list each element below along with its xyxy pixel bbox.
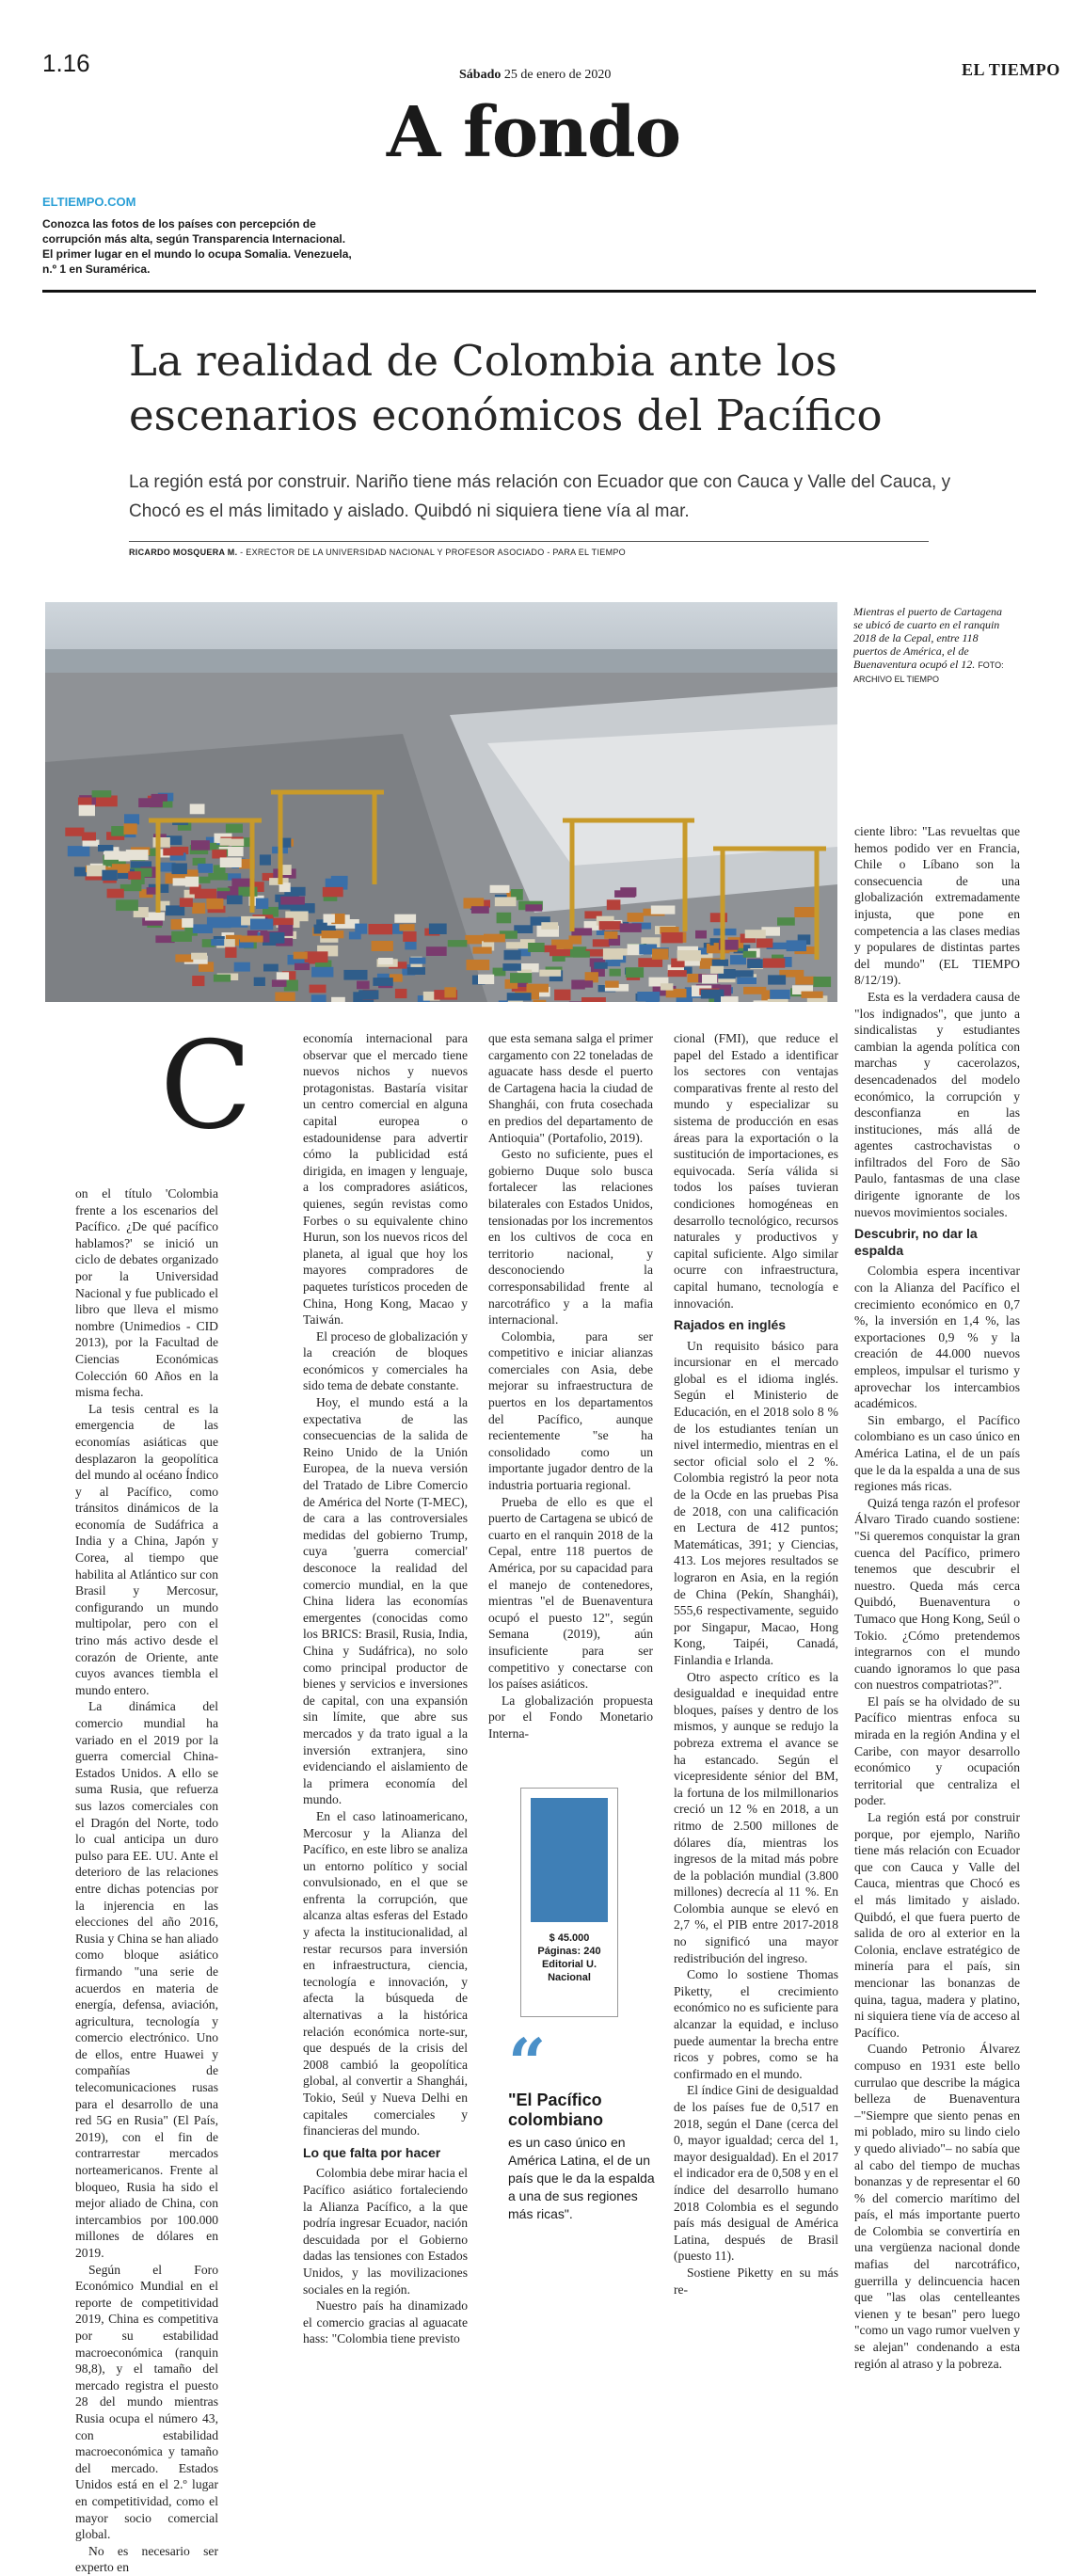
container-shape: [508, 1001, 523, 1002]
container-shape: [185, 877, 199, 887]
container-shape: [510, 973, 532, 983]
container-shape: [104, 851, 120, 860]
container-shape: [254, 978, 265, 986]
book-price: $ 45.000: [549, 1932, 590, 1944]
container-shape: [399, 924, 414, 930]
photo-caption: [853, 605, 1013, 686]
byline-rule: [129, 541, 929, 542]
paragraph: Nuestro país ha dinamizado el comercio gracias al aguacate hass: "Colombia tiene previsto: [303, 2298, 468, 2346]
container-shape: [626, 967, 644, 978]
container-shape: [756, 939, 772, 948]
date-day: Sábado: [459, 68, 502, 82]
column-1: [75, 1185, 218, 2576]
container-shape: [484, 934, 505, 943]
container-shape: [795, 977, 816, 985]
container-shape: [192, 903, 205, 914]
container-shape: [743, 951, 756, 958]
container-shape: [322, 930, 344, 938]
container-shape: [172, 864, 187, 875]
byline-role: - EXRECTOR DE LA UNIVERSIDAD NACIONAL Y PROFESOR ASOCIADO - PARA EL TIEMPO: [237, 548, 626, 557]
container-shape: [695, 930, 707, 939]
book-info: [525, 1932, 613, 1984]
paragraph: El índice Gini de desigualdad de los países fue de 0,517 en 2018, según el Dane (cerca del 0, mayor igualdad; cerca del 1, mayor desigualdad). En el 2017 el indicador era de 0,508 y en el índice del desarrollo humano 2018 Colombia es el segundo país más desigual de América Latina, después de Brasil (puesto 11).: [674, 2083, 838, 2264]
container-shape: [263, 964, 279, 972]
container-shape: [193, 924, 213, 933]
container-shape: [407, 967, 425, 975]
container-shape: [311, 994, 326, 1002]
container-shape: [495, 897, 517, 906]
book-pages: Páginas: 240: [537, 1946, 601, 1957]
container-shape: [628, 913, 644, 922]
container-shape: [645, 998, 659, 1002]
container-shape: [171, 931, 192, 942]
container-shape: [405, 942, 416, 950]
container-shape: [473, 947, 492, 954]
container-shape: [211, 939, 224, 946]
container-shape: [539, 970, 561, 977]
container-shape: [349, 931, 361, 939]
container-shape: [107, 889, 124, 898]
container-shape: [813, 977, 831, 987]
column-2: [303, 1030, 468, 2347]
container-shape: [497, 913, 512, 924]
container-shape: [372, 941, 393, 951]
container-shape: [191, 840, 210, 851]
paragraph: Gesto no suficiente, pues el gobierno Duque solo busca fortalecer las relaciones bilaterales con Estados Unidos, tensionadas por los incrementos en los cultivos de coca en territorio nacional, y desconociendo la corresponsabilidad frente al narcotráfico y a la mafia internacional.: [488, 1147, 653, 1328]
container-shape: [507, 993, 532, 1000]
container-shape: [710, 966, 724, 974]
container-shape: [620, 923, 642, 932]
container-shape: [525, 904, 542, 911]
paragraph: Según el Foro Económico Mundial en el reporte de competitividad 2019, China es competitiva por su estabilidad macroeconómica (ranquin 98,8), y el tamaño del mercado registra el puesto 28 del mundo mientras Rusia ocupa el número 43, con estabilidad macroeconómica y tamaño del mercado. Estados Unidos está en el 2.º lugar en competitividad, como el mayor socio comercial global.: [75, 2262, 218, 2542]
container-shape: [373, 978, 392, 986]
container-shape: [126, 850, 149, 860]
container-shape: [357, 981, 370, 990]
container-shape: [527, 984, 549, 993]
container-shape: [192, 976, 204, 986]
container-shape: [102, 870, 117, 881]
paragraph: Hoy, el mundo está a la expectativa de las consecuencias de la salida de Reino Unido de la Unión Europea, de la nueva versión del Tratado de Libre Comercio de América del Norte (T-MEC), de cara a las controversiales medidas del gobierno Trump, cuya 'guerra comercial' desconoce la realidad del comercio mundial, en la que China lidera las economías emergentes (conocidas como los BRICS: Brasil, Rusia, India, China y Sudáfrica), no solo como principal productor de bienes y servicios e inversiones de capital, con una expansión sin límite, que abre sus mercados y da trato igual a la inversión extranjera, sino evidenciando el aislamiento de la primera economía del mundo.: [303, 1395, 468, 1807]
container-shape: [554, 990, 570, 1001]
column-5: [854, 823, 1020, 2372]
container-shape: [594, 962, 607, 969]
container-shape: [272, 979, 287, 987]
container-shape: [652, 948, 669, 960]
page-number: 1.16: [42, 49, 90, 77]
container-shape: [280, 897, 305, 905]
subhead-que-falta: Lo que falta por hacer: [303, 2144, 441, 2160]
container-shape: [270, 932, 285, 944]
container-shape: [702, 975, 717, 984]
container-shape: [745, 930, 766, 938]
container-shape: [175, 954, 193, 962]
container-shape: [429, 924, 447, 935]
site-link[interactable]: ELTIEMPO.COM: [42, 195, 136, 209]
container-shape: [195, 889, 216, 898]
container-shape: [737, 978, 756, 984]
paragraph: La región está por construir porque, por ejemplo, Nariño tiene más relación con Ecuador que con Cauca y Valle del Cauca, mientras que Chocó es el más limitado y aislado. Quibdó, el que fuera puerto de salida de oro al exterior en la Colonia, enclave estratégico de minería para el país, sin mencionar las bonanzas de quina, tagua, madera y platino, ni siquiera tiene vía de acceso al Pacífico.: [854, 1810, 1020, 2040]
container-shape: [721, 996, 739, 1002]
pull-quote-head: "El Pacífico colombiano: [508, 2091, 604, 2129]
brand-logo: EL TIEMPO: [962, 60, 1060, 79]
container-shape: [128, 871, 141, 880]
container-shape: [502, 963, 521, 971]
container-shape: [504, 950, 521, 960]
date-line: [459, 68, 611, 83]
container-shape: [575, 980, 593, 988]
book-cover-image: [531, 1798, 608, 1922]
container-shape: [605, 981, 619, 988]
container-shape: [735, 970, 753, 977]
container-shape: [323, 887, 343, 897]
headline: La realidad de Colombia ante los escenarios económicos del Pacífico: [129, 336, 883, 440]
paragraph: La globalización propuesta por el Fondo Monetario Interna-: [488, 1693, 653, 1741]
column-3: [488, 1030, 653, 1742]
container-shape: [208, 873, 228, 881]
book-publisher: Editorial U. Nacional: [541, 1959, 597, 1983]
container-shape: [490, 885, 510, 893]
container-shape: [549, 949, 570, 956]
container-shape: [506, 942, 529, 948]
container-shape: [198, 864, 213, 873]
port-photo: [45, 602, 837, 1002]
section-title: A fondo: [386, 92, 681, 173]
container-shape: [111, 826, 125, 836]
container-shape: [214, 975, 231, 982]
container-shape: [331, 876, 348, 885]
container-shape: [116, 899, 138, 911]
container-shape: [599, 921, 621, 930]
container-shape: [467, 960, 490, 970]
container-shape: [311, 967, 333, 978]
container-shape: [230, 839, 244, 847]
paragraph: En el caso latinoamericano, Mercosur y la Alianza del Pacífico, en este libro se analiza un entorno político y social convulsionado, en el que se enfrenta la corrupción, que alcanza altas esferas del Estado y afecta la institucionalidad, al restar recursos para inversión en infraestructura, ciencia, tecnología e innovación, y afecta la búsqueda de alternativas a la histórica relación económica norte-sur, que después de la crisis del 2008 cambió la geopolítica global, al convertir a Shanghái, Tokio, Seúl y Nueva Delhi en capitales comerciales y financieras del mundo.: [303, 1808, 468, 2139]
paragraph: Colombia, para ser competitivo e iniciar alianzas comerciales con Asia, debe mejorar su infraestructura de puertos en los departamentos del Pacífico, aunque recientemente "se ha consolidado como un importante jugador dentro de la industria portuaria regional.: [488, 1328, 653, 1493]
container-shape: [668, 970, 687, 977]
container-shape: [234, 962, 250, 972]
container-shape: [275, 993, 295, 1002]
container-shape: [65, 828, 84, 836]
container-shape: [78, 798, 92, 806]
container-shape: [212, 850, 227, 858]
paragraph: El país se ha olvidado de su Pacífico mientras enfoca su mirada en la región Andina y el Caribe, con mayor desarrollo económico y ocupación territorial que centraliza el poder.: [854, 1693, 1020, 1808]
container-shape: [573, 951, 590, 958]
container-shape: [471, 906, 489, 914]
paragraph: Cuando Petronio Álvarez compuso en 1931 este bello currulao que describe la mágica belleza de Buenaventura –"Siempre que siento penas en mi poblado, miro su lindo cielo y quedo aliviado"– no sabía que al cabo del tiempo de muchas bonanzas y de representar el 60 % del comercio marítimo del país, el más importante puerto de Colombia se convertiría en una vergüenza nacional donde mafias del narcotráfico, guerrilla y delincuencia hacen que "las olas centelleantes vienen y te besan" pero luego "como un vago rumor vuelven y se alejan" condenando a esta región al atraso y la pobreza.: [854, 2042, 1020, 2371]
container-shape: [661, 932, 683, 943]
container-shape: [604, 931, 617, 939]
container-shape: [743, 987, 766, 994]
container-shape: [763, 959, 786, 968]
container-shape: [677, 997, 693, 1002]
container-shape: [153, 837, 170, 848]
container-shape: [331, 997, 345, 1002]
paragraph: ciente libro: "Las revueltas que hemos podido ver en Francia, Chile o Líbano son la consecuencia de una globalización extremadamente injusta, que pone en competencia a las clases medias y populares de distintas partes del mundo" (EL TIEMPO 8/12/19).: [854, 824, 1020, 988]
paragraph: El proceso de globalización y la creación de bloques económicos y comerciales ha sido tema de debate constante.: [303, 1328, 468, 1393]
subhead-rajados: Rajados en inglés: [674, 1317, 787, 1333]
container-shape: [124, 814, 139, 824]
paragraph: Prueba de ello es que el puerto de Cartagena se ubicó de cuarto en el ranquin 2018 de la Cepal, entre 118 puertos de América, por su capacidad para el manejo de contenedores, mientras "el de Buenaventura ocupó el puesto 12", según Semana (2019), aún insuficiente para ser competitivo y conectarse con los países asiáticos.: [488, 1494, 653, 1692]
container-shape: [661, 983, 674, 990]
container-shape: [220, 857, 242, 867]
container-shape: [581, 997, 606, 1002]
container-shape: [677, 950, 701, 961]
paragraph: Colombia debe mirar hacia el Pacífico asiático fortaleciendo la Alianza Pacífico, a la que podría ingresar Ecuador, nación descuidada por el Gobierno dadas las tensiones con Estados Unidos, y las movilizaciones sociales en la región.: [303, 2166, 468, 2297]
paragraph: que esta semana salga el primer cargamento con 22 toneladas de aguacate hass desde el puerto de Cartagena hacia la ciudad de Shanghái, con fruta cosechada en predios del departamento de Antioquia" (Portafolio, 2019).: [488, 1031, 653, 1145]
container-shape: [403, 931, 416, 942]
container-shape: [607, 899, 621, 910]
container-shape: [369, 924, 393, 934]
container-shape: [82, 833, 96, 841]
paragraph: Esta es la verdadera causa de "los indignados", que junto a sindicalistas y estudiantes cambian la agenda política con marchas y cacerolazos, desencadenados del modelo económico, la corrupción y desconfianza en las instituciones, más allá de agentes castrochavistas o infiltrados del Foro de São Paulo, fantasmas de una clase dirigente ignorante de los nuevos movimientos sociales.: [854, 989, 1020, 1219]
container-shape: [534, 1000, 547, 1002]
byline-name: RICARDO MOSQUERA M.: [129, 548, 238, 557]
container-shape: [701, 990, 725, 999]
container-shape: [426, 946, 447, 956]
container-shape: [651, 906, 676, 914]
paragraph: Como lo sostiene Thomas Piketty, el crecimiento económico no es suficiente para alcanzar la equidad, e incluso puede aumentar la brecha entre ricos y pobres, como se ha confirmado en el mundo.: [674, 1967, 838, 2081]
container-shape: [182, 918, 193, 928]
container-shape: [620, 887, 636, 897]
container-shape: [220, 838, 231, 846]
paragraph: Un requisito básico para incursionar en el mercado global es el idioma inglés. Según el Ministerio de Educación, en el 2018 solo 8 % de los estudiantes tenían un nivel intermedio, mientras en el sector oficial solo el 2 %. Colombia registró la peor nota de la Ocde en las pruebas Pisa de 2018, con una calificación en Lectura de 412 puntos; Matemáticas, 391; y Ciencias, 413. Los mejores resultados se lograron en Asia, en la región de China (Pekín, Shanghái), 555,6 respectivamente, seguido por Singapur, Macao, Hong Kong, Taipéi, Canadá, Finlandia e Irlanda.: [674, 1338, 838, 1667]
container-shape: [768, 975, 786, 984]
container-shape: [206, 898, 223, 909]
container-shape: [227, 896, 243, 905]
drop-cap: C: [160, 1016, 252, 1156]
caption-credit: FOTO: ARCHIVO EL TIEMPO: [853, 660, 1004, 684]
container-shape: [166, 905, 184, 915]
paragraph: Colombia espera incentivar con la Alianza del Pacífico el crecimiento económico en 0,7 %, la inversión en 1,4 %, las exportaciones 0,9 % y la creación de 44.000 nuevos empleos, impulsar el turismo y aprovechar los intercambios académicos.: [854, 1264, 1020, 1411]
container-shape: [226, 824, 243, 834]
paragraph: Otro aspecto crítico es la desigualdad e inequidad entre bloques, países y dentro de los mismos, y aunque se redujo la pobreza extrema el avance se ha estancado. Según el vicepresidente sénior del BM, la fortuna de los milmillonarios creció un 12 % en 2018, a un ritmo de 2.500 millones de dólares día, mientras los ingresos de la mitad más pobre de la población mundial (3.800 millones) decrecía al 11 %. En Colombia aunque se elevó en 2,7 %, el PIB entre 2017-2018 no significó una mayor redistribución del ingreso.: [674, 1669, 838, 1965]
container-shape: [305, 951, 328, 962]
paragraph: cional (FMI), que reduce el papel del Estado a identificar los sectores con ventajas comparativas frente al resto del mundo y especializar su sistema de producción en esas áreas para la exportación o la sustitución de importaciones, es equivocada. Sería válida si todos los países tuvieran condiciones homogéneas en desarrollo tecnológico, recursos naturales y productivos y capital suficiente. Algo similar ocurre con infraestructura, capital humano, tecnología e innovación.: [674, 1031, 838, 1311]
container-shape: [448, 940, 468, 946]
container-shape: [395, 989, 407, 998]
paragraph: economía internacional para observar que el mercado tiene nuevos nichos y nuevos protagonistas. Bastaría visitar un centro comercial en alguna capital europea o estadounidense para advertir cómo la publicidad está dirigida, en imagen y lenguaje, a los compradores asiáticos, quienes, según revistas como Forbes o su equivalente chino Hurun, son los nuevos ricos del planeta, al igual que hoy los mayores compradores de paquetes turísticos proceden de China, Hong Kong, Macao y Taiwán.: [303, 1031, 468, 1328]
container-shape: [225, 947, 236, 958]
container-shape: [802, 992, 823, 998]
container-shape: [98, 845, 113, 851]
container-shape: [358, 990, 378, 999]
container-shape: [151, 794, 167, 802]
container-shape: [324, 914, 335, 923]
container-shape: [787, 940, 806, 951]
paragraph: La tesis central es la emergencia de las economías asiáticas que desplazaron la geopolítica del mundo al océano Índico y al Pacífico, como tránsitos dinámicos de la economía de Sudáfrica a India y a China, Japón y Corea, al tiempo que habilita al Atlántico sur con Brasil y Mercosur, configurando un mundo multipolar, pero con el trino más activo desde el corazón de Oriente, ante cuyos avances tiembla el mundo entero.: [75, 1401, 218, 1697]
caption-text: Mientras el puerto de Cartagena se ubicó de cuarto en el ranquin 2018 de la Cepal, entre 118 puertos de América, el de Buenaventura ocupó el 12.: [853, 605, 1002, 671]
container-shape: [768, 999, 788, 1002]
container-shape: [310, 985, 326, 994]
container-shape: [256, 898, 268, 909]
container-shape: [528, 943, 545, 952]
container-shape: [571, 928, 592, 935]
container-shape: [378, 958, 393, 964]
container-shape: [271, 918, 294, 926]
container-shape: [295, 963, 310, 970]
quote-mark-icon: “: [508, 2024, 547, 2102]
paragraph: Sostiene Piketty en su más re-: [674, 2265, 838, 2297]
container-shape: [180, 898, 193, 907]
book-box: [520, 1788, 618, 2017]
dek: La región está por construir. Nariño tiene más relación con Ecuador que con Cauca y Valle del Cauca, y Chocó es el más limitado y aislado. Quibdó ni siquiera tiene vía al mar.: [129, 472, 951, 521]
paragraph: on el título 'Colombia frente a los escenarios del Pacífico. ¿De qué pacífico hablamos?' se inició un ciclo de debates organizado por la Universidad Nacional y fue publicado el libro que lleva el mismo nombre (Unimedios - CID 2013), por la Facultad de Ciencias Económicas Colección 60 Años en la misma fecha.: [75, 1186, 218, 1400]
container-shape: [394, 914, 416, 923]
container-shape: [260, 854, 271, 865]
paragraph: Sin embargo, el Pacífico colombiano es un caso único en América Latina, el de un país que le da la espalda a una de sus regiones más ricas.: [854, 1412, 1020, 1494]
container-shape: [79, 805, 95, 817]
container-shape: [124, 823, 137, 835]
subhead-descubrir: Descubrir, no dar la espalda: [854, 1226, 978, 1258]
container-shape: [444, 987, 455, 997]
container-shape: [603, 948, 623, 960]
promo-text: Conozca las fotos de los países con percepción de corrupción más alta, según Transparencia Internacional. El primer lugar en el mundo lo ocupa Somalia. Venezuela, n.º 1 en Suramérica.: [42, 217, 352, 276]
container-shape: [250, 919, 273, 930]
container-shape: [712, 960, 728, 966]
container-shape: [409, 958, 425, 964]
container-shape: [610, 969, 621, 977]
container-shape: [68, 846, 90, 856]
paragraph: Quizá tenga razón el profesor Álvaro Tirado cuando sostiene: "Si queremos conquistar la gran cuenca del Pacífico, primero tenemos que descubrir el nuestro. Queda más cerca Quibdó, Buenaventura o Tumaco que Hong Kong, Seúl o Tokio. ¿Cómo pretendemos integrarnos con el mundo cuando ignoramos lo que pasa con nuestros compatriotas?".: [854, 1495, 1020, 1693]
container-shape: [163, 849, 183, 856]
column-4: [674, 1030, 838, 2298]
container-shape: [478, 975, 494, 984]
container-shape: [541, 922, 558, 930]
container-shape: [777, 917, 795, 926]
byline: [129, 548, 626, 557]
container-shape: [190, 804, 205, 815]
date-rest: 25 de enero de 2020: [503, 68, 612, 82]
container-shape: [191, 953, 207, 960]
container-shape: [343, 970, 367, 980]
container-shape: [83, 840, 100, 847]
container-shape: [770, 990, 790, 999]
paragraph: No es necesario ser experto en: [75, 2543, 218, 2575]
container-shape: [754, 1000, 769, 1002]
port-photo-illustration: [45, 602, 837, 1002]
paragraph: La dinámica del comercio mundial ha variado en el 2019 por la guerra comercial China-Estados Unidos. A ello se suma Rusia, que refuerza sus lazos comerciales con el Dragón del Norte, todo lo cual anticipa un duro pulso para EE. UU. Ante el deterioro de las relaciones entre dichas potencias por la injerencia en las elecciones del año 2016, Rusia y China se han aliado como bloque asiático firmando "una serie de acuerdos en materia de energía, defensa, aviación, agricultura, tecnología y comercio electrónico. Uno de ellos, entre Huawei y compañías de telecomunicaciones rusas para el desarrollo de una red 5G en Rusia" (El País, 2019), con el fin de contrarrestar mercados norteamericanos. Frente al bloqueo, Rusia ha sido el mejor aliado de China, con intercambios por 100.000 millones de dólares en 2019.: [75, 1699, 218, 2260]
container-shape: [593, 939, 610, 946]
container-shape: [92, 790, 112, 797]
container-shape: [240, 936, 263, 943]
container-shape: [294, 952, 308, 960]
container-shape: [747, 959, 763, 968]
header-rule: [42, 290, 1036, 293]
pull-quote-body: es un caso único en América Latina, el de un país que le da la espalda a una de sus regiones más ricas".: [508, 2135, 655, 2221]
